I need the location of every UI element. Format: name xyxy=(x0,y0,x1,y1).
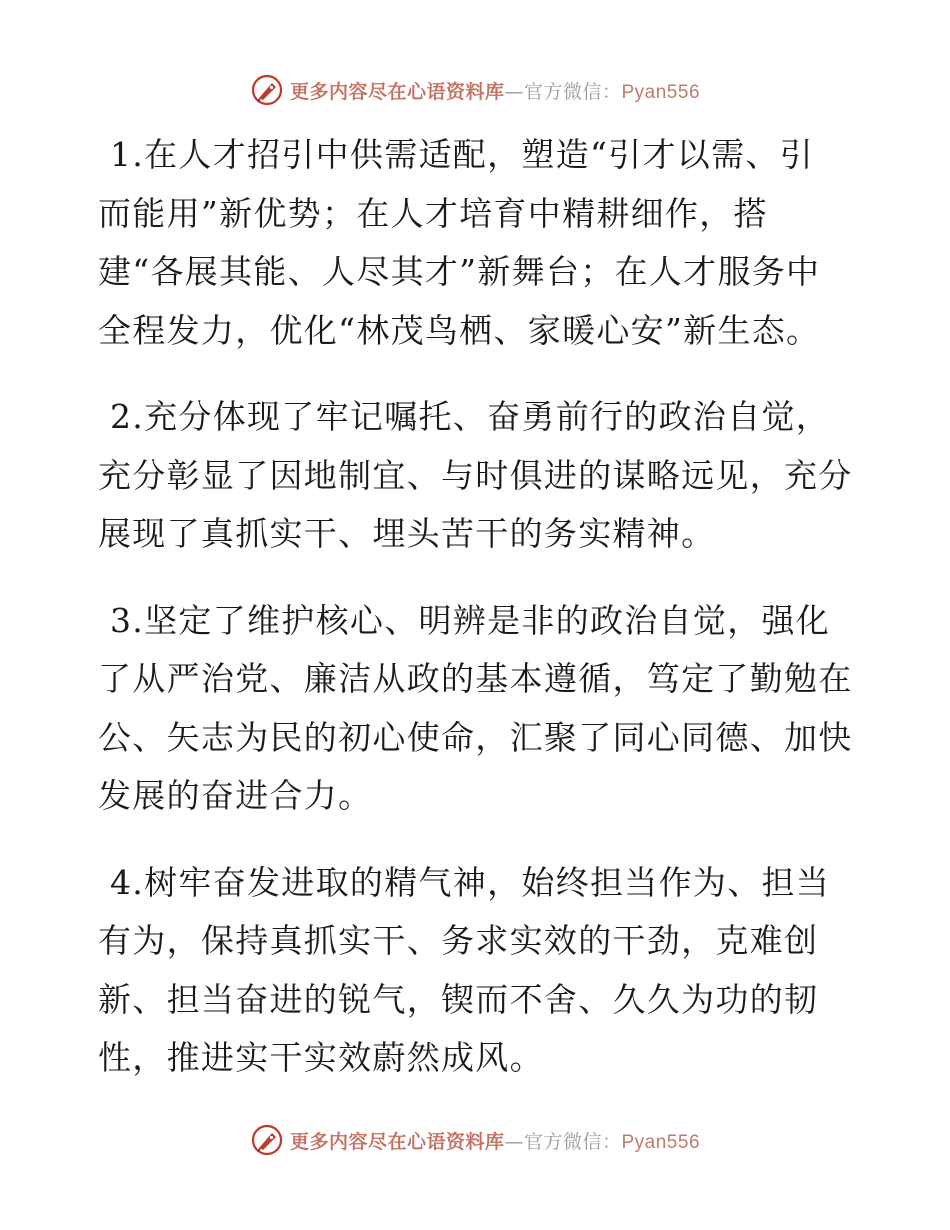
banner-dash: — xyxy=(504,80,524,103)
paragraph-text: 在人才招引中供需适配，塑造“引才以需、引 而能用”新优势；在人才培育中精耕细作，搭 建“各展其能、人尽其才”新舞台；在人才服务中 全程发力，优化“林茂鸟栖、家暖心安”新生态。 xyxy=(98,135,821,350)
paragraph-number: 1. xyxy=(110,135,145,174)
banner-site-name: 更多内容尽在心语资料库 xyxy=(289,80,505,103)
banner-dash: — xyxy=(504,1130,524,1153)
footer-banner xyxy=(0,1120,950,1160)
paragraph-2 xyxy=(98,388,858,564)
header-banner xyxy=(0,70,950,110)
paragraph-4 xyxy=(98,854,858,1088)
banner-wechat-label: 官方微信： xyxy=(523,1130,622,1153)
paragraph-3 xyxy=(98,592,858,826)
banner-site-name: 更多内容尽在心语资料库 xyxy=(289,1130,505,1153)
paragraph-number: 2. xyxy=(110,397,145,436)
paragraph-text: 坚定了维护核心、明辨是非的政治自觉，强化 了从严治党、廉洁从政的基本遵循，笃定了勤勉在 公、矢志为民的初心使命，汇聚了同心同德、加快 发展的奋进合力。 xyxy=(98,600,853,815)
paragraph-number: 3. xyxy=(110,600,145,640)
banner-wechat-id: Pyan556 xyxy=(621,81,701,103)
paragraph-number: 4. xyxy=(110,862,145,902)
pen-nib-logo-icon xyxy=(250,73,284,107)
pen-nib-logo-icon xyxy=(250,1123,284,1157)
paragraph-text: 树牢奋发进取的精气神，始终担当作为、担当 有为，保持真抓实干、务求实效的干劲，克难创 新、担当奋进的锐气，锲而不舍、久久为功的韧 性，推进实干实效蔚然成风。 xyxy=(98,862,831,1077)
banner-wechat-label: 官方微信： xyxy=(523,80,622,103)
paragraph-1 xyxy=(98,126,858,360)
paragraph-text: 充分体现了牢记嘱托、奋勇前行的政治自觉， 充分彰显了因地制宜、与时俱进的谋略远见，充分 展现了真抓实干、埋头苦干的务实精神。 xyxy=(98,397,853,553)
banner-wechat-id: Pyan556 xyxy=(621,1131,701,1153)
document-body xyxy=(98,126,858,1116)
